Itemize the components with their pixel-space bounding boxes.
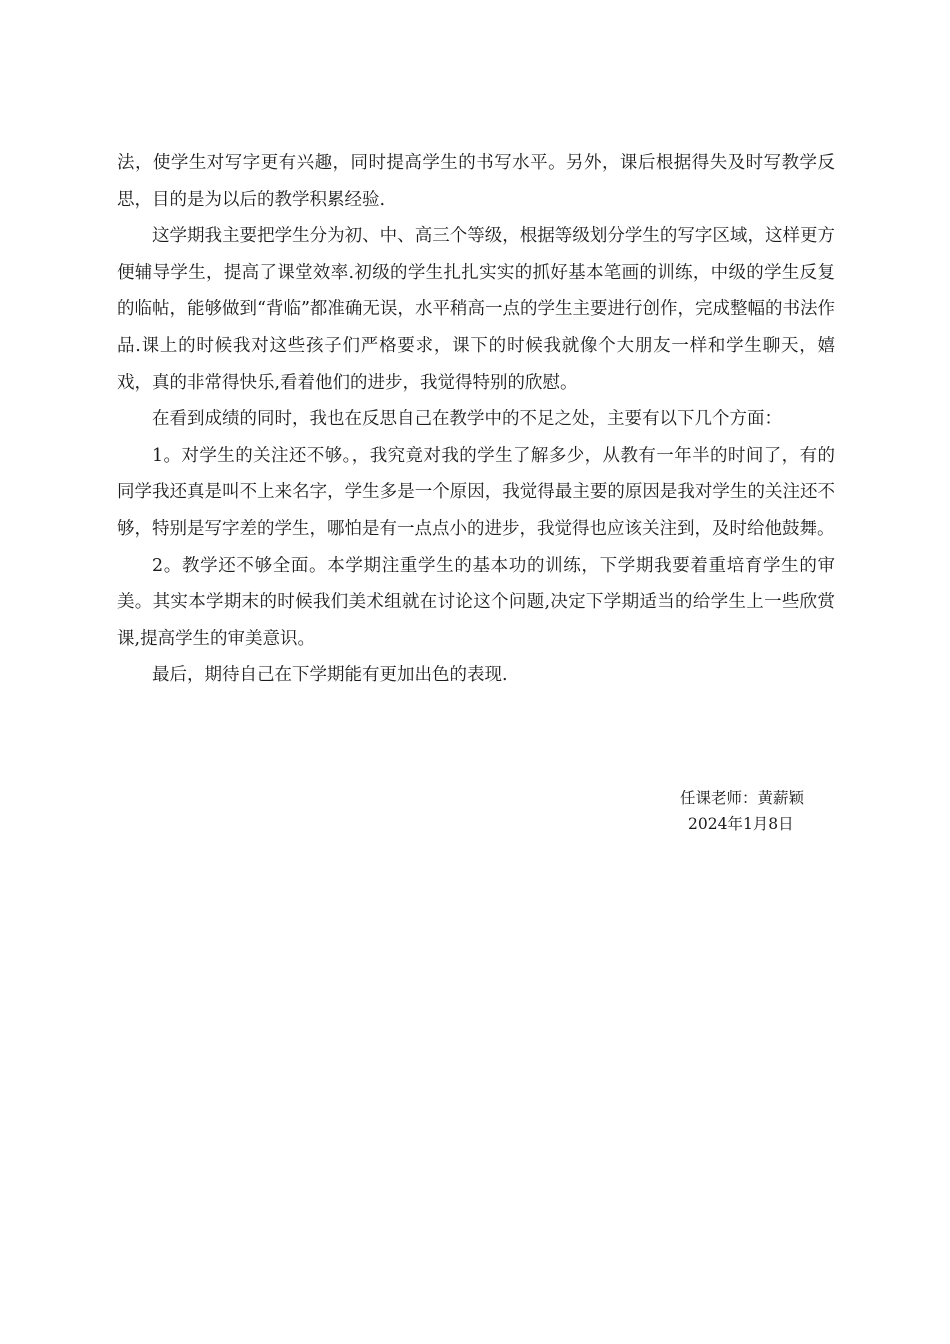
signature-block [680,785,860,837]
document-body [117,145,835,694]
signature-date: 2024年1月8日 [688,815,794,833]
paragraph-4: 1。对学生的关注还不够。，我究竟对我的学生了解多少，从教有一年半的时间了，有的同学我还真是叫不上来名字，学生多是一个原因，我觉得最主要的原因是我对学生的关注还不够，特别是写字差的学生，哪怕是有一点点小的进步，我觉得也应该关注到，及时给他鼓舞。 [117,445,835,539]
paragraph-1: 法，使学生对写字更有兴趣，同时提高学生的书写水平。另外，课后根据得失及时写教学反思，目的是为以后的教学积累经验. [117,153,835,210]
paragraph-2: 这学期我主要把学生分为初、中、高三个等级，根据等级划分学生的写字区域，这样更方便辅导学生，提高了课堂效率.初级的学生扎扎实实的抓好基本笔画的训练，中级的学生反复的临帖，能够做到“背临”都准确无误，水平稍高一点的学生主要进行创作，完成整幅的书法作品.课上的时候我对这些孩子们严格要求，课下的时候我就像个大朋友一样和学生聊天，嬉戏，真的非常得快乐,看着他们的进步，我觉得特别的欣慰。 [117,226,835,393]
paragraph-5: 2。教学还不够全面。本学期注重学生的基本功的训练，下学期我要着重培育学生的审美。其实本学期末的时候我们美术组就在讨论这个问题,决定下学期适当的给学生上一些欣赏课,提高学生的审美意识。 [117,555,835,649]
paragraph-3: 在看到成绩的同时，我也在反思自己在教学中的不足之处，主要有以下几个方面： [152,409,782,430]
teacher-name: 任课老师：黄薪颖 [680,789,805,807]
paragraph-6: 最后，期待自己在下学期能有更加出色的表现. [152,665,508,686]
